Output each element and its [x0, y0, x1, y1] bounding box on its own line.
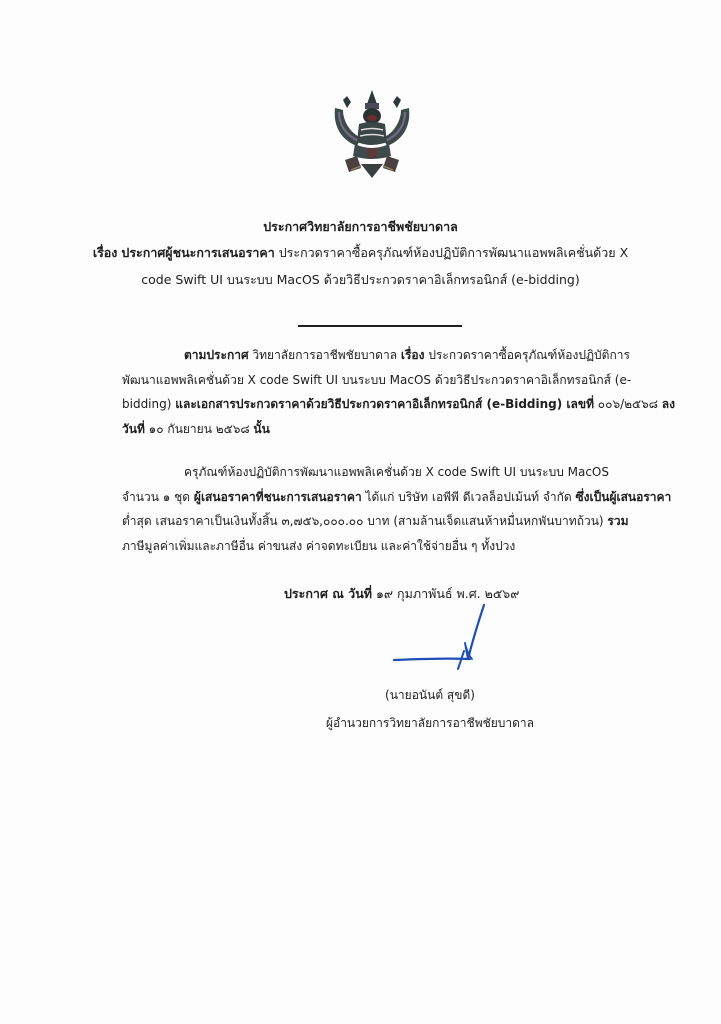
text-bold: เรื่อง — [400, 348, 425, 362]
text-bold: ซึ่งเป็นผู้เสนอราคา — [575, 489, 672, 504]
text: ได้แก่ บริษัท เอพีพี ดีเวลล็อปเม้นท์ จำกัด — [361, 489, 576, 504]
signature-icon — [388, 603, 498, 673]
text: ประกวดราคาซื้อครุภัณฑ์ห้องปฏิบัติการ — [424, 348, 630, 362]
paragraph1-line2: พัฒนาแอพพลิเคชั่นด้วย X code Swift UI บนระบบ MacOS ด้วยวิธีประกวดราคาอิเล็กทรอนิกส์ (e- — [122, 372, 632, 387]
text: จำนวน ๑ ชุด — [122, 489, 194, 504]
garuda-emblem-icon — [327, 86, 417, 186]
paragraph-winner — [122, 460, 672, 558]
subject-line-1 — [80, 240, 641, 265]
text: ๑๐ กันยายน ๒๕๖๘ — [144, 421, 254, 436]
subject-line-2: code Swift UI บนระบบ MacOS ด้วยวิธีประกวดราคาอิเล็กทรอนิกส์ (e-bidding) — [141, 272, 580, 287]
text-bold: ผู้เสนอราคาที่ชนะการเสนอราคา — [193, 489, 362, 504]
paragraph2-line4: ภาษีมูลค่าเพิ่มและภาษีอื่น ค่าขนส่ง ค่าจดทะเบียน และค่าใช้จ่ายอื่น ๆ ทั้งปวง — [122, 538, 516, 553]
text: ๐๐๖/๒๕๖๘ — [593, 397, 662, 411]
signer-name: (นายอนันต์ สุขดี) — [385, 688, 475, 702]
paragraph2-line3 — [122, 509, 662, 534]
paragraph1-line4 — [122, 417, 662, 442]
text-bold: นั้น — [253, 421, 270, 436]
text-bold: ลง — [661, 397, 676, 411]
text-bold: และเอกสารประกวดราคาด้วยวิธีประกวดราคาอิเล็กทรอนิกส์ (e-Bidding) เลขที่ — [175, 397, 594, 411]
text: วิทยาลัยการอาชีพชัยบาดาล — [248, 348, 401, 362]
signer-title: ผู้อำนวยการวิทยาลัยการอาชีพชัยบาดาล — [325, 716, 535, 730]
paragraph1-line3 — [122, 392, 676, 417]
text-bold: วันที่ — [122, 421, 145, 436]
paragraph-reference — [122, 343, 676, 441]
text: bidding) — [122, 397, 176, 411]
paragraph2-line2 — [122, 485, 672, 510]
text: ต่ำสุด เสนอราคาเป็นเงินทั้งสิ้น ๓,๗๕๖,๐๐๐.๐๐ บาท (สามล้านเจ็ดแสนห้าหมื่นหกพันบาทถ้วน) — [122, 514, 608, 528]
date-label: ประกาศ ณ วันที่ — [284, 586, 372, 601]
text-bold: รวม — [607, 514, 629, 528]
paragraph2-line1: ครุภัณฑ์ห้องปฏิบัติการพัฒนาแอพพลิเคชั่นด้วย X code Swift UI บนระบบ MacOS — [184, 465, 609, 479]
announcement-title: ประกาศวิทยาลัยการอาชีพชัยบาดาล — [263, 219, 458, 234]
subject-bold: ประกาศผู้ชนะการเสนอราคา — [121, 245, 275, 260]
announcement-date — [284, 584, 519, 604]
divider-line — [298, 325, 462, 327]
subject-text: ประกวดราคาซื้อครุภัณฑ์ห้องปฏิบัติการพัฒนาแอพพลิเคชั่นด้วย X — [278, 245, 629, 260]
text-bold: ตามประกาศ — [184, 348, 249, 362]
subject-label: เรื่อง — [92, 245, 118, 260]
date-value: ๑๙ กุมภาพันธ์ พ.ศ. ๒๕๖๙ — [372, 586, 520, 601]
paragraph1-line1 — [122, 343, 662, 368]
